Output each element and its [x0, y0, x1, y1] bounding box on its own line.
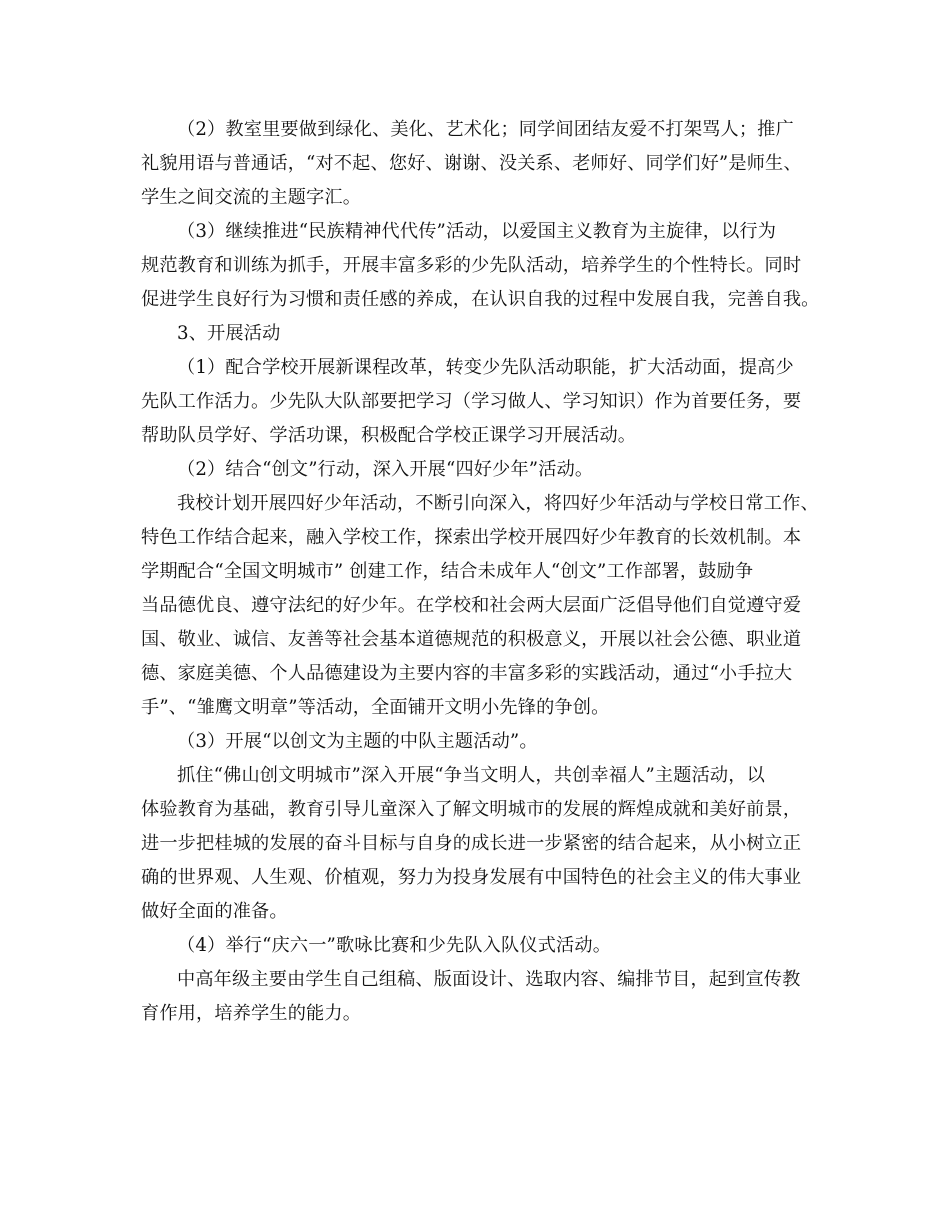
paragraph-four-good-youth-title	[141, 453, 831, 487]
paragraph-classroom	[141, 113, 831, 215]
text-line: 特色工作结合起来，融入学校工作，探索出学校开展四好少年教育的长效机制。本	[141, 527, 802, 548]
text-line: 学期配合“全国文明城市” 创建工作，结合未成年人“创文”工作部署，鼓励争	[141, 561, 754, 582]
text-line: 学生之间交流的主题字汇。	[141, 187, 362, 208]
paragraph-national-spirit	[141, 215, 831, 317]
text-line: （2）结合“创文”行动，深入开展“四好少年”活动。	[177, 459, 594, 480]
paragraph-squad-activity-title	[141, 725, 831, 759]
text-line: 促进学生良好行为习惯和责任感的养成，在认识自我的过程中发展自我，完善自我。	[141, 289, 820, 310]
text-line: 国、敬业、诚信、友善等社会基本道德规范的积极意义，开展以社会公德、职业道	[141, 629, 802, 650]
text-line: 做好全面的准备。	[141, 901, 288, 922]
text-line: （3）继续推进“民族精神代代传”活动，以爱国主义教育为主旋律，以行为	[177, 221, 777, 242]
text-line: 抓住“佛山创文明城市”深入开展“争当文明人，共创幸福人”主题活动，以	[177, 765, 765, 786]
text-line: 手”、“雏鹰文明章”等活动，全面铺开文明小先锋的争创。	[141, 697, 610, 718]
text-line: （2）教室里要做到绿化、美化、艺术化；同学间团结友爱不打架骂人；推广	[177, 119, 794, 140]
text-line: 规范教育和训练为抓手，开展丰富多彩的少先队活动，培养学生的个性特长。同时	[141, 255, 802, 276]
text-line: 育作用，培养学生的能力。	[141, 1003, 362, 1024]
heading-line: 3、开展活动	[177, 323, 281, 344]
text-line: 体验教育为基础，教育引导儿童深入了解文明城市的发展的辉煌成就和美好前景，	[141, 799, 802, 820]
text-line: 先队工作活力。少先队大队部要把学习（学习做人、学习知识）作为首要任务，要	[141, 391, 802, 412]
text-line: （1）配合学校开展新课程改革，转变少先队活动职能，扩大活动面，提高少	[177, 357, 794, 378]
paragraph-civilized-city	[141, 759, 831, 929]
text-line: 确的世界观、人生观、价植观，努力为投身发展有中国特色的社会主义的伟大事业	[141, 867, 802, 888]
paragraph-curriculum-reform	[141, 351, 831, 453]
text-line: 当品德优良、遵守法纪的好少年。在学校和社会两大层面广泛倡导他们自觉遵守爱	[141, 595, 802, 616]
paragraph-four-good-youth	[141, 487, 831, 725]
text-line: 礼貌用语与普通话，“对不起、您好、谢谢、没关系、老师好、同学们好”是师生、	[141, 153, 802, 174]
text-line: 德、家庭美德、个人品德建设为主要内容的丰富多彩的实践活动，通过“小手拉大	[141, 663, 793, 684]
text-line: 进一步把桂城的发展的奋斗目标与自身的成长进一步紧密的结合起来，从小树立正	[141, 833, 802, 854]
text-line: 我校计划开展四好少年活动，不断引向深入，将四好少年活动与学校日常工作、	[177, 493, 819, 514]
paragraph-childrens-day-title	[141, 929, 831, 963]
text-line: （4）举行“庆六一”歌咏比赛和少先队入队仪式活动。	[177, 935, 612, 956]
section-heading	[141, 317, 831, 351]
text-line: （3）开展“以创文为主题的中队主题活动”。	[177, 731, 538, 752]
paragraph-senior-grades	[141, 963, 831, 1031]
document-page	[141, 113, 831, 1031]
text-line: 帮助队员学好、学活功课，积极配合学校正课学习开展活动。	[141, 425, 637, 446]
text-line: 中高年级主要由学生自己组稿、版面设计、选取内容、编排节目，起到宣传教	[177, 969, 801, 990]
